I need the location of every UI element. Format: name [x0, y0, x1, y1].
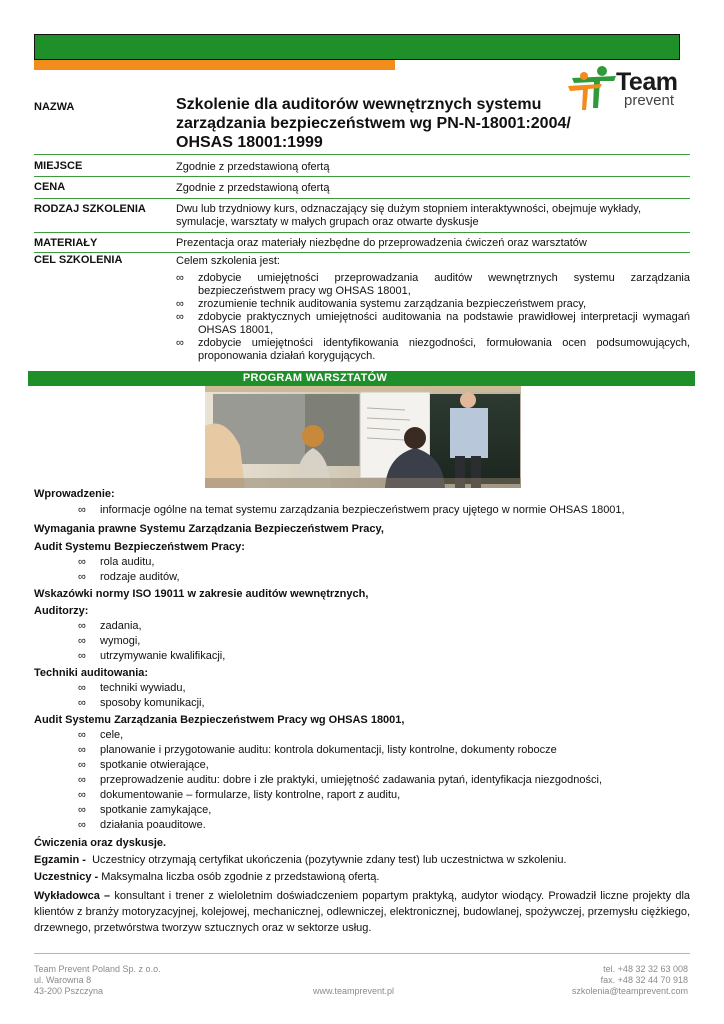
bullet-icon: ∞ [78, 804, 86, 816]
goal-intro: Celem szkolenia jest: [176, 255, 280, 267]
bullet-icon: ∞ [78, 774, 86, 786]
course-title: Szkolenie dla auditorów wewnętrznych systemu zarządzania bezpieczeństwem wg PN-N-18001:2004/ OHSAS 18001:1999 [176, 96, 571, 151]
list-item: planowanie i przygotowanie auditu: kontrola dokumentacji, listy kontrolne, dokumenty robocze [100, 744, 557, 756]
divider [34, 154, 690, 155]
bullet-icon: ∞ [78, 650, 86, 662]
list-item: ∞ zdobycie umiejętności identyfikowania niezgodności, formułowania ocen podsumowujących, proponowania działań korygujących. [176, 337, 690, 362]
bullet-icon: ∞ [78, 571, 86, 583]
materials-label: MATERIAŁY [34, 237, 98, 249]
participants-paragraph: Uczestnicy - Maksymalna liczba osób zgodnie z przedstawioną ofertą. [34, 871, 380, 883]
bullet-icon: ∞ [78, 744, 86, 756]
footer-phone: tel. +48 32 32 63 008 [603, 964, 688, 974]
type-label: RODZAJ SZKOLENIA [34, 203, 146, 215]
exam-paragraph: Egzamin - Uczestnicy otrzymają certyfikat ukończenia (pozytywnie zdany test) lub uczestnictwa w szkoleniu. [34, 854, 567, 866]
price-value: Zgodnie z przedstawioną ofertą [176, 182, 330, 194]
footer-divider [34, 953, 690, 954]
list-item: zadania, [100, 620, 142, 632]
goal-label: CEL SZKOLENIA [34, 254, 123, 266]
price-label: CENA [34, 181, 66, 193]
name-label: NAZWA [34, 101, 75, 113]
divider [34, 176, 690, 177]
bullet-icon: ∞ [176, 298, 184, 310]
logo-team-text: Team [616, 68, 678, 96]
list-item: spotkanie zamykające, [100, 804, 212, 816]
place-label: MIEJSCE [34, 160, 83, 172]
ohsas-heading: Audit Systemu Zarządzania Bezpieczeństwem Pracy wg OHSAS 18001, [34, 714, 405, 726]
bullet-icon: ∞ [78, 682, 86, 694]
bullet-icon: ∞ [78, 635, 86, 647]
footer-email-link[interactable]: szkolenia@teamprevent.com [571, 986, 688, 996]
divider [34, 198, 690, 199]
footer-website-link[interactable]: www.teamprevent.pl [313, 986, 395, 996]
training-photo [205, 386, 521, 488]
header-orange-bar [34, 60, 395, 70]
bullet-icon: ∞ [78, 556, 86, 568]
techniques-heading: Techniki auditowania: [34, 667, 149, 679]
materials-value: Prezentacja oraz materiały niezbędne do przeprowadzenia ćwiczeń oraz warsztatów [176, 237, 587, 249]
list-item: dokumentowanie – formularze, listy kontrolne, raport z auditu, [100, 789, 401, 801]
footer-city: 43-200 Pszczyna [34, 986, 104, 996]
list-item: ∞ zdobycie praktycznych umiejętności auditowania na podstawie prawidłowej interpretacji wymagań OHSAS 18001, [176, 311, 690, 336]
bullet-icon: ∞ [78, 697, 86, 709]
type-value: Dwu lub trzydniowy kurs, odznaczający się dużym stopniem interaktywności, obejmuje wykłady, symulacje, warsztaty w małych grupach oraz otwarte dyskusje [176, 203, 642, 228]
list-item: ∞ zdobycie umiejętności przeprowadzania auditów wewnętrznych systemu zarządzania bezpieczeństwem pracy wg OHSAS 18001, [176, 272, 690, 297]
footer-street: ul. Warowna 8 [34, 975, 92, 985]
header-green-bar [34, 34, 680, 60]
bullet-icon: ∞ [78, 620, 86, 632]
bullet-icon: ∞ [78, 504, 86, 516]
exercises-heading: Ćwiczenia oraz dyskusje. [34, 837, 167, 849]
list-item: rodzaje auditów, [100, 571, 180, 583]
bullet-icon: ∞ [78, 729, 86, 741]
list-item: sposoby komunikacji, [100, 697, 205, 709]
bullet-icon: ∞ [78, 759, 86, 771]
program-title: PROGRAM WARSZTATÓW [242, 372, 388, 384]
place-value: Zgodnie z przedstawioną ofertą [176, 161, 330, 173]
iso-heading: Wskazówki normy ISO 19011 w zakresie auditów wewnętrznych, [34, 588, 369, 600]
list-item: ∞ zrozumienie technik auditowania systemu zarządzania bezpieczeństwem pracy, [176, 298, 587, 310]
divider [34, 232, 690, 233]
list-item: działania poauditowe. [100, 819, 206, 831]
bullet-icon: ∞ [176, 337, 184, 349]
divider [34, 252, 690, 253]
bullet-icon: ∞ [176, 311, 184, 323]
list-item: przeprowadzenie auditu: dobre i złe praktyki, umiejętność zadawania pytań, identyfikacja niezgodności, [100, 774, 603, 786]
bullet-icon: ∞ [78, 819, 86, 831]
goal-list [176, 272, 690, 363]
list-item: cele, [100, 729, 124, 741]
list-item: utrzymywanie kwalifikacji, [100, 650, 226, 662]
bullet-icon: ∞ [78, 789, 86, 801]
lecturer-paragraph: Wykładowca – konsultant i trener z wieloletnim doświadczeniem popartym praktyką, audytor wiodący. Prowadził liczne projekty dla klientów z branży motoryzacyjnej, kolejowej, mechanicznej, odlewniczej, elektronicznej, budowlanej, spożywczej, przemysłu ciężkiego, drzewnego, przetwórstwa tworzyw sztucznych oraz w sektorze usług. [34, 890, 691, 934]
list-item: rola auditu, [100, 556, 155, 568]
legal-heading: Wymagania prawne Systemu Zarządzania Bezpieczeństwem Pracy, [34, 523, 384, 535]
list-item: informacje ogólne na temat systemu zarządzania bezpieczeństwem pracy ujętego w normie OHSAS 18001, [100, 504, 625, 516]
intro-heading: Wprowadzenie: [34, 488, 115, 500]
footer-fax: fax. +48 32 44 70 918 [600, 975, 688, 985]
bullet-icon: ∞ [176, 272, 184, 284]
list-item: wymogi, [100, 635, 141, 647]
footer-company: Team Prevent Poland Sp. z o.o. [34, 964, 161, 974]
auditors-heading: Auditorzy: [34, 605, 89, 617]
logo-prevent-text: prevent [624, 92, 675, 109]
audit-heading: Audit Systemu Bezpieczeństwem Pracy: [34, 541, 245, 553]
list-item: techniki wywiadu, [100, 682, 186, 694]
list-item: spotkanie otwierające, [100, 759, 209, 771]
